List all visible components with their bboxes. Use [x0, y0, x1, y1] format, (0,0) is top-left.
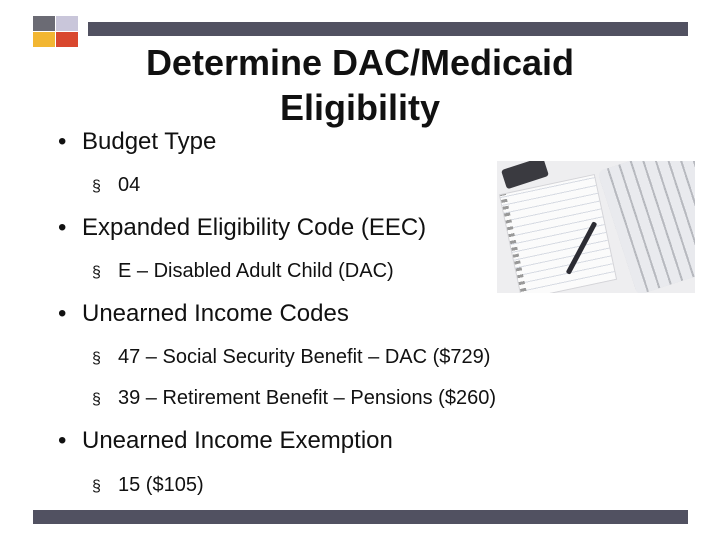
sub-bullet-budget-value: § 04: [92, 174, 141, 196]
bullet-eec: • Expanded Eligibility Code (EEC): [58, 214, 427, 241]
sub-bullet-icon: §: [92, 178, 101, 195]
bottom-divider-bar: [33, 510, 688, 524]
bullet-dot-icon: •: [58, 128, 67, 155]
accent-square-yellow: [33, 32, 55, 47]
bullet-dot-icon: •: [58, 300, 67, 327]
sub-bullet-icon: §: [92, 264, 101, 281]
bullet-budget-type: • Budget Type: [58, 128, 217, 155]
bullet-dot-icon: •: [58, 214, 67, 241]
sub-bullet-icon: §: [92, 391, 101, 408]
notebook-image: [499, 174, 617, 293]
sub-bullet-icon: §: [92, 350, 101, 367]
bullet-unearned-income-exemption: • Unearned Income Exemption: [58, 427, 393, 454]
sub-bullet-exemption-value: § 15 ($105): [92, 474, 204, 496]
sub-bullet-code-39: § 39 – Retirement Benefit – Pensions ($260): [92, 387, 496, 409]
accent-square-lavender: [56, 16, 78, 31]
bullet-dot-icon: •: [58, 427, 67, 454]
sub-bullet-icon: §: [92, 478, 101, 495]
sub-bullet-eec-value: § E – Disabled Adult Child (DAC): [92, 260, 394, 282]
notebook-laptop-photo: [497, 161, 695, 293]
accent-square-gray: [33, 16, 55, 31]
accent-square-red: [56, 32, 78, 47]
slide-title: [110, 40, 610, 130]
bullet-unearned-income-codes: • Unearned Income Codes: [58, 300, 349, 327]
sub-bullet-code-47: § 47 – Social Security Benefit – DAC ($729): [92, 346, 491, 368]
top-divider-bar: [88, 22, 688, 36]
title-line-1: Determine DAC/Medicaid: [145, 42, 575, 83]
title-line-2: Eligibility: [279, 87, 440, 128]
